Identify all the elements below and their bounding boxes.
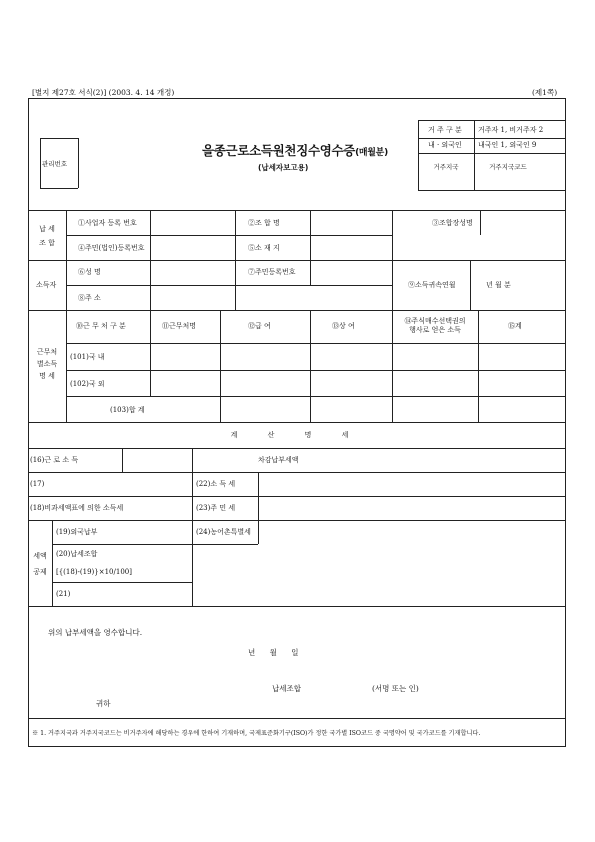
business-reg-no-label: ①사업자 등록 번호 — [78, 219, 137, 227]
stock-option-header: ⑭주식매수선택권의 행사로 얻은 소득 — [404, 317, 466, 334]
earned-income-label: (16)근 로 소 득 — [30, 456, 79, 464]
union-name-label: ②조 합 명 — [248, 219, 280, 227]
bonus-header: ⑬상 여 — [332, 322, 355, 330]
resident-no-field[interactable] — [312, 262, 390, 283]
resident-tax-field[interactable] — [260, 498, 560, 518]
union-head-field[interactable] — [482, 212, 564, 233]
line-21-label: (21) — [56, 590, 71, 598]
union-deduction-formula: [{(18)-(19)}×10/100] — [56, 568, 132, 576]
union-name-field[interactable] — [312, 212, 390, 233]
total-header: ⑮계 — [508, 322, 522, 330]
mgmt-no-label: 관리번호 — [42, 160, 68, 168]
income-tax-field[interactable] — [260, 474, 560, 494]
income-tax-label: (22)소 득 세 — [196, 480, 236, 488]
nationality-label: 내 · 외국인 — [428, 141, 462, 149]
rural-tax-label: (24)농어촌특별세 — [196, 528, 251, 536]
resident-no-label: ⑦주민등록번호 — [248, 268, 296, 276]
calc-header: 계 산 명 세 — [230, 431, 363, 439]
subtitle: (납세자보고용) — [258, 163, 309, 172]
tax-deduction-label: 세액 공제 — [33, 552, 47, 576]
title-paren: (매월분) — [355, 148, 388, 158]
nontaxable-tax-label: (18)비과세액표에 의한 소득세 — [30, 504, 124, 512]
business-reg-no-field[interactable] — [152, 212, 232, 233]
workplace-section-label: 근무처 별소득 명 세 — [36, 348, 58, 380]
row-total-label: (103)합 계 — [110, 406, 145, 414]
union-section-label: 납 세 조 합 — [39, 225, 55, 247]
union-deduction-label: (20)납세조합 — [56, 550, 98, 558]
residency-label: 거 주 구 분 — [428, 126, 462, 134]
signature-field[interactable]: (서명 또는 인) — [372, 684, 419, 693]
workplace-name-header: ⑪근무처명 — [162, 322, 197, 330]
foreign-payment-label: (19)외국납부 — [56, 528, 98, 536]
country-label: 거주지국 — [433, 163, 459, 171]
line-17-label: (17) — [30, 480, 45, 488]
earner-address-field[interactable] — [152, 287, 390, 308]
corp-reg-no-label: ④주민(법인)등록번호 — [78, 244, 145, 252]
residency-value: 거주자 1, 비거주자 2 — [478, 126, 544, 134]
footnote: ※ 1. 거주지국과 거주지국코드는 비거주자에 해당하는 경우에 한하여 기재하며, 국제표준화기구(ISO)가 정한 국가별 ISO코드 중 국명약어 및 국가코드를 기재합니다. — [32, 730, 481, 737]
row-foreign-label: (102)국 외 — [70, 380, 105, 388]
earner-name-field[interactable] — [152, 262, 232, 283]
row-domestic-label: (101)국 내 — [70, 353, 105, 361]
deduct-tax-label: 차감납부세액 — [258, 456, 299, 464]
income-period-label: ⑨소득귀속연월 — [408, 281, 456, 289]
receipt-date[interactable]: 년 월 일 — [248, 648, 299, 657]
earner-name-label: ⑥성 명 — [78, 268, 101, 276]
location-field[interactable] — [312, 237, 390, 258]
earned-income-field[interactable] — [124, 450, 190, 470]
page-label: (제1쪽) — [532, 88, 558, 97]
nationality-value: 내국인 1, 외국인 9 — [478, 141, 537, 149]
page-title — [202, 141, 388, 159]
income-period-value[interactable]: 년 월 분 — [486, 281, 511, 289]
location-label: ⑤소 재 지 — [248, 244, 280, 252]
form-reference: [별지 제27호 서식(2)] (2003. 4. 14 개정) — [32, 88, 175, 97]
union-head-label: ③조합장성명 — [432, 219, 473, 227]
receipt-statement: 위의 납부세액을 영수합니다. — [48, 628, 143, 637]
earner-address-label: ⑧주 소 — [78, 294, 101, 302]
earner-section-label: 소득자 — [36, 281, 57, 289]
country-code-label: 거주지국코드 — [489, 163, 527, 171]
workplace-type-header: ⑩근 무 처 구 분 — [76, 322, 126, 330]
resident-tax-label: (23)주 민 세 — [196, 504, 236, 512]
union-signature-label: 납세조합 — [272, 684, 301, 693]
title-main: 을종근로소득원천징수영수증 — [202, 143, 356, 158]
corp-reg-no-field[interactable] — [152, 237, 232, 258]
addressee-suffix: 귀하 — [96, 699, 111, 708]
salary-header: ⑫급 여 — [248, 322, 271, 330]
